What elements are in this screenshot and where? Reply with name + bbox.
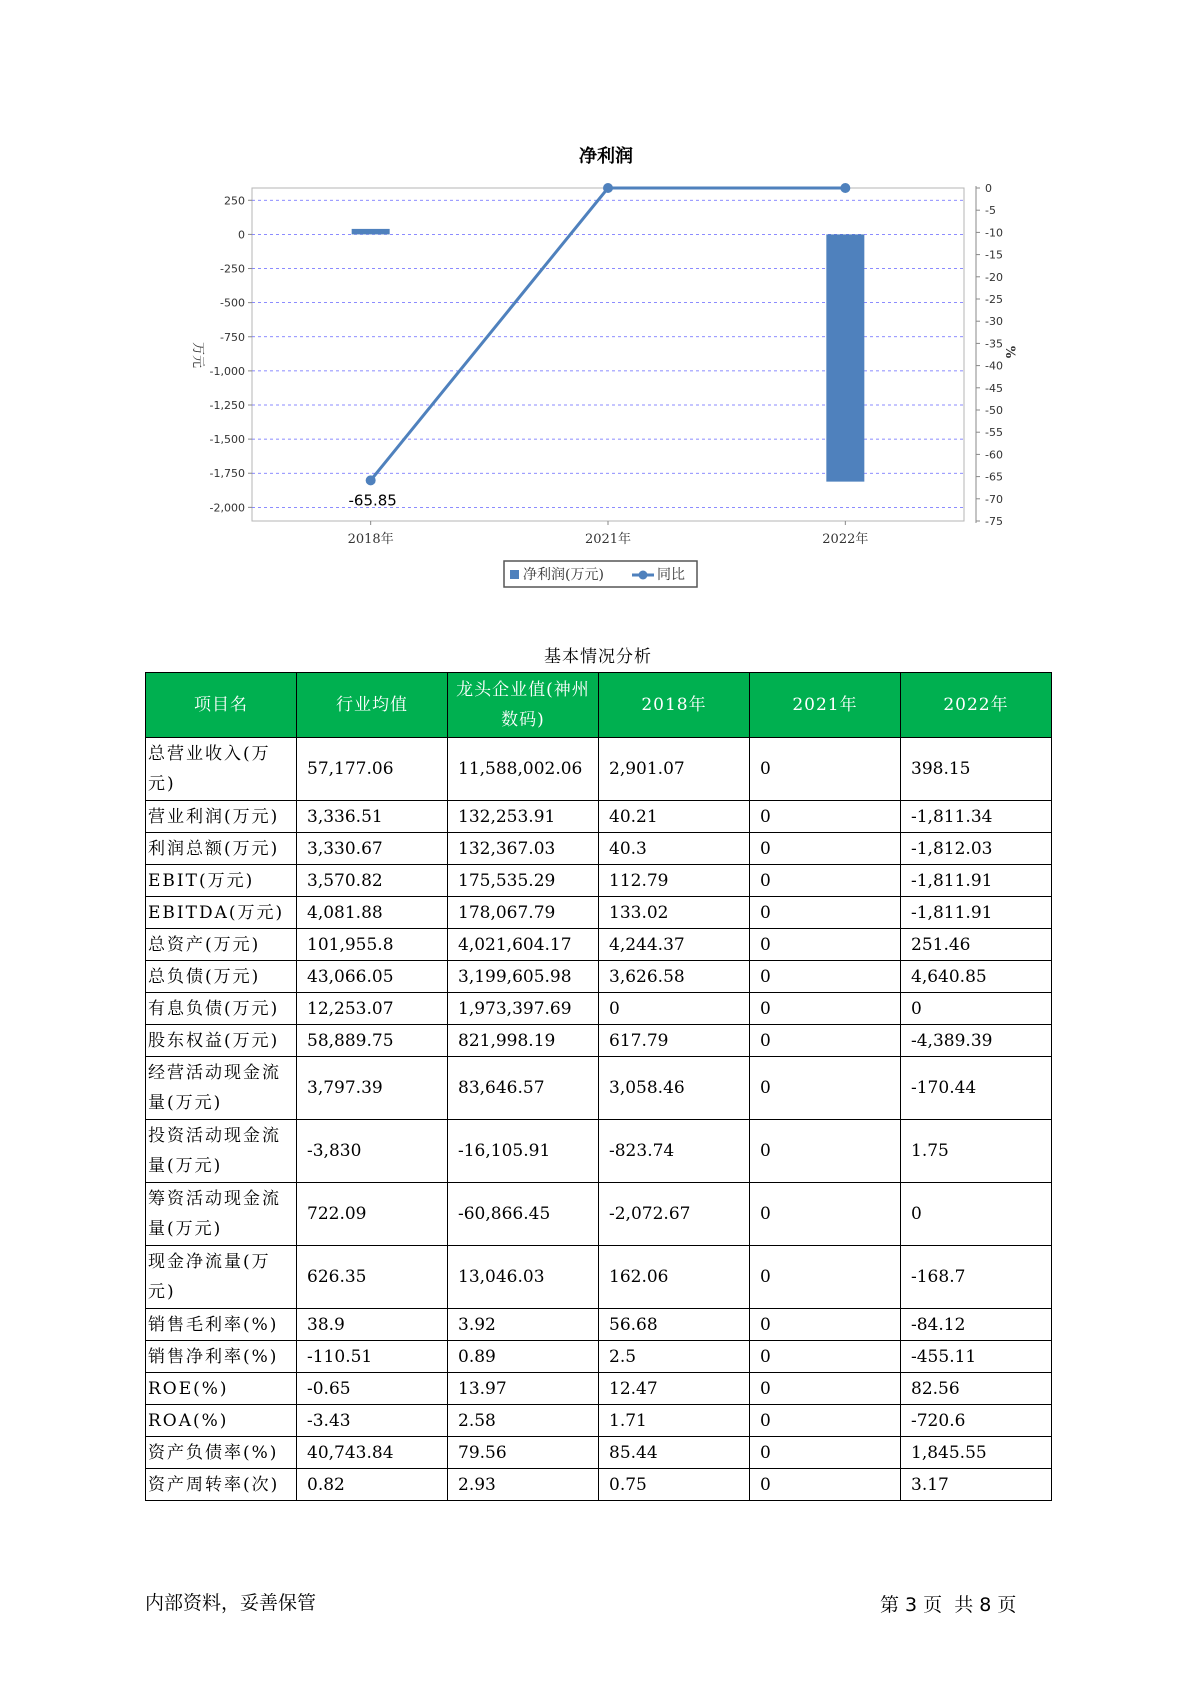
value-cell: 13.97: [448, 1373, 599, 1405]
value-cell: -2,072.67: [599, 1183, 750, 1246]
table-row: [146, 801, 1052, 833]
value-cell: 1,845.55: [901, 1437, 1052, 1469]
header-cell: 2018年: [599, 673, 750, 738]
row-name-cell: 投资活动现金流量(万元): [146, 1120, 297, 1183]
value-cell: 40.3: [599, 833, 750, 865]
x-axis-tick-label: 2022年: [822, 532, 869, 547]
table-row: [146, 961, 1052, 993]
value-cell: 0: [750, 865, 901, 897]
legend-bar-swatch: [510, 570, 519, 579]
value-cell: 3,330.67: [297, 833, 448, 865]
value-cell: 0: [750, 801, 901, 833]
row-name-cell: 资产周转率(次): [146, 1469, 297, 1501]
value-cell: 251.46: [901, 929, 1052, 961]
right-axis-tick-label: 0: [985, 182, 992, 195]
header-cell: 龙头企业值(神州数码): [448, 673, 599, 738]
value-cell: 0.82: [297, 1469, 448, 1501]
value-cell: 13,046.03: [448, 1246, 599, 1309]
right-axis-tick-label: -70: [985, 492, 1003, 506]
value-cell: 175,535.29: [448, 865, 599, 897]
legend-bar-label: 净利润(万元): [523, 567, 604, 583]
yoy-point: [840, 183, 850, 193]
left-axis-tick-label: -500: [220, 296, 245, 310]
table-row: [146, 1341, 1052, 1373]
chart-title: 净利润: [579, 146, 633, 167]
value-cell: 3,570.82: [297, 865, 448, 897]
x-axis-tick-label: 2018年: [347, 532, 394, 547]
value-cell: 0: [901, 1183, 1052, 1246]
value-cell: 0: [901, 993, 1052, 1025]
row-name-cell: 营业利润(万元): [146, 801, 297, 833]
table-row: [146, 1183, 1052, 1246]
value-cell: 0: [750, 1469, 901, 1501]
value-cell: 821,998.19: [448, 1025, 599, 1057]
value-cell: 4,640.85: [901, 961, 1052, 993]
right-axis-tick-label: -45: [985, 381, 1003, 395]
left-axis-tick-label: -1,750: [209, 467, 245, 481]
row-name-cell: 销售毛利率(%): [146, 1309, 297, 1341]
value-cell: 132,253.91: [448, 801, 599, 833]
value-cell: -1,811.91: [901, 865, 1052, 897]
value-cell: -720.6: [901, 1405, 1052, 1437]
value-cell: 0: [750, 1405, 901, 1437]
value-cell: 0: [750, 993, 901, 1025]
row-name-cell: EBIT(万元): [146, 865, 297, 897]
right-axis-tick-label: -20: [985, 270, 1003, 284]
value-cell: 2.58: [448, 1405, 599, 1437]
table-row: [146, 1373, 1052, 1405]
header-cell: 项目名: [146, 673, 297, 738]
net-profit-chart: [0, 0, 1191, 600]
left-axis-tick-label: -1,250: [209, 398, 245, 412]
value-cell: 85.44: [599, 1437, 750, 1469]
value-cell: 0: [750, 1057, 901, 1120]
x-axis-tick-label: 2021年: [584, 532, 632, 547]
value-cell: 12.47: [599, 1373, 750, 1405]
left-axis-tick-label: -750: [220, 330, 245, 344]
table-row: [146, 1057, 1052, 1120]
value-cell: 1.71: [599, 1405, 750, 1437]
value-cell: 43,066.05: [297, 961, 448, 993]
value-cell: 3,797.39: [297, 1057, 448, 1120]
value-cell: -110.51: [297, 1341, 448, 1373]
value-cell: 398.15: [901, 738, 1052, 801]
value-cell: -84.12: [901, 1309, 1052, 1341]
right-axis-tick-label: -5: [985, 204, 996, 218]
right-axis-tick-label: -35: [985, 337, 1003, 351]
value-cell: 4,081.88: [297, 897, 448, 929]
right-axis-tick-label: -60: [985, 448, 1003, 462]
left-axis-tick-label: -1,000: [209, 364, 245, 378]
row-name-cell: 利润总额(万元): [146, 833, 297, 865]
right-axis-tick-label: -55: [985, 426, 1003, 440]
footer-page-number: 第 3 页 共 8 页: [880, 1594, 1017, 1616]
right-axis-tick-label: -75: [985, 515, 1003, 528]
value-cell: 132,367.03: [448, 833, 599, 865]
left-axis-tick-label: -1,500: [209, 433, 245, 447]
left-axis-tick-label: -2,000: [209, 501, 245, 515]
header-cell: 2021年: [750, 673, 901, 738]
table-row: [146, 993, 1052, 1025]
value-cell: 101,955.8: [297, 929, 448, 961]
value-cell: 0: [750, 1341, 901, 1373]
row-name-cell: 经营活动现金流量(万元): [146, 1057, 297, 1120]
bar: [826, 234, 864, 481]
value-cell: 133.02: [599, 897, 750, 929]
value-cell: -455.11: [901, 1341, 1052, 1373]
right-axis-tick-label: -50: [985, 404, 1003, 417]
value-cell: -1,811.91: [901, 897, 1052, 929]
value-cell: 83,646.57: [448, 1057, 599, 1120]
value-cell: -3.43: [297, 1405, 448, 1437]
header-cell: 2022年: [901, 673, 1052, 738]
value-cell: 0: [750, 1025, 901, 1057]
table-row: [146, 738, 1052, 801]
value-cell: 0.89: [448, 1341, 599, 1373]
value-cell: 0: [750, 833, 901, 865]
value-cell: -4,389.39: [901, 1025, 1052, 1057]
table-row: [146, 1469, 1052, 1501]
table-row: [146, 929, 1052, 961]
row-name-cell: 总负债(万元): [146, 961, 297, 993]
value-cell: -170.44: [901, 1057, 1052, 1120]
value-cell: 4,021,604.17: [448, 929, 599, 961]
value-cell: 112.79: [599, 865, 750, 897]
value-cell: 82.56: [901, 1373, 1052, 1405]
value-cell: 56.68: [599, 1309, 750, 1341]
value-cell: 1,973,397.69: [448, 993, 599, 1025]
value-cell: 2,901.07: [599, 738, 750, 801]
value-cell: 3,199,605.98: [448, 961, 599, 993]
row-name-cell: 筹资活动现金流量(万元): [146, 1183, 297, 1246]
value-cell: 626.35: [297, 1246, 448, 1309]
yoy-data-label: -65.85: [348, 491, 397, 510]
table-row: [146, 897, 1052, 929]
value-cell: -1,812.03: [901, 833, 1052, 865]
row-name-cell: 总资产(万元): [146, 929, 297, 961]
value-cell: 0: [750, 1309, 901, 1341]
value-cell: -823.74: [599, 1120, 750, 1183]
table-row: [146, 1246, 1052, 1309]
value-cell: 1.75: [901, 1120, 1052, 1183]
value-cell: 2.5: [599, 1341, 750, 1373]
value-cell: 2.93: [448, 1469, 599, 1501]
value-cell: 57,177.06: [297, 738, 448, 801]
value-cell: 3,336.51: [297, 801, 448, 833]
left-axis-tick-label: 250: [224, 194, 245, 208]
right-axis-tick-label: -15: [985, 248, 1003, 262]
value-cell: 178,067.79: [448, 897, 599, 929]
table-row: [146, 1405, 1052, 1437]
value-cell: -16,105.91: [448, 1120, 599, 1183]
value-cell: 0: [750, 738, 901, 801]
value-cell: -60,866.45: [448, 1183, 599, 1246]
bar: [352, 229, 390, 234]
table-row: [146, 1437, 1052, 1469]
row-name-cell: 资产负债率(%): [146, 1437, 297, 1469]
right-axis-tick-label: -25: [985, 293, 1003, 306]
table-header-row: [146, 673, 1052, 738]
value-cell: 11,588,002.06: [448, 738, 599, 801]
row-name-cell: 现金净流量(万元): [146, 1246, 297, 1309]
table-row: [146, 1309, 1052, 1341]
value-cell: 4,244.37: [599, 929, 750, 961]
value-cell: 3,058.46: [599, 1057, 750, 1120]
footer-confidential-note: 内部资料，妥善保管: [145, 1592, 317, 1614]
value-cell: 79.56: [448, 1437, 599, 1469]
row-name-cell: EBITDA(万元): [146, 897, 297, 929]
value-cell: 0: [750, 897, 901, 929]
value-cell: 617.79: [599, 1025, 750, 1057]
row-name-cell: 股东权益(万元): [146, 1025, 297, 1057]
table-row: [146, 1025, 1052, 1057]
row-name-cell: ROE(%): [146, 1373, 297, 1405]
table-caption: 基本情况分析: [544, 647, 652, 667]
value-cell: 0.75: [599, 1469, 750, 1501]
value-cell: 0: [599, 993, 750, 1025]
value-cell: -0.65: [297, 1373, 448, 1405]
row-name-cell: 销售净利率(%): [146, 1341, 297, 1373]
value-cell: 40,743.84: [297, 1437, 448, 1469]
value-cell: -168.7: [901, 1246, 1052, 1309]
value-cell: 3,626.58: [599, 961, 750, 993]
left-axis-tick-label: -250: [220, 262, 245, 276]
table-row: [146, 833, 1052, 865]
left-axis-tick-label: 0: [238, 228, 245, 242]
legend-line-marker: [639, 571, 648, 580]
header-cell: 行业均值: [297, 673, 448, 738]
value-cell: 3.92: [448, 1309, 599, 1341]
right-axis-tick-label: -65: [985, 470, 1003, 484]
right-axis-tick-label: -10: [985, 226, 1003, 240]
value-cell: 0: [750, 1183, 901, 1246]
value-cell: 3.17: [901, 1469, 1052, 1501]
left-axis-label: 万元: [190, 341, 205, 369]
value-cell: 0: [750, 1373, 901, 1405]
value-cell: -3,830: [297, 1120, 448, 1183]
value-cell: 12,253.07: [297, 993, 448, 1025]
right-axis-tick-label: -30: [985, 315, 1003, 329]
value-cell: 0: [750, 929, 901, 961]
table-row: [146, 865, 1052, 897]
value-cell: 162.06: [599, 1246, 750, 1309]
value-cell: 58,889.75: [297, 1025, 448, 1057]
row-name-cell: ROA(%): [146, 1405, 297, 1437]
right-axis-label: %: [1002, 345, 1017, 359]
right-axis-tick-label: -40: [985, 359, 1003, 373]
row-name-cell: 有息负债(万元): [146, 993, 297, 1025]
table-row: [146, 1120, 1052, 1183]
yoy-point: [603, 183, 613, 193]
value-cell: -1,811.34: [901, 801, 1052, 833]
value-cell: 0: [750, 1120, 901, 1183]
legend-line-label: 同比: [657, 567, 685, 583]
value-cell: 722.09: [297, 1183, 448, 1246]
basic-analysis-table: [145, 672, 1052, 1501]
value-cell: 40.21: [599, 801, 750, 833]
value-cell: 0: [750, 1246, 901, 1309]
value-cell: 0: [750, 961, 901, 993]
row-name-cell: 总营业收入(万元): [146, 738, 297, 801]
value-cell: 0: [750, 1437, 901, 1469]
yoy-point: [366, 475, 376, 485]
value-cell: 38.9: [297, 1309, 448, 1341]
